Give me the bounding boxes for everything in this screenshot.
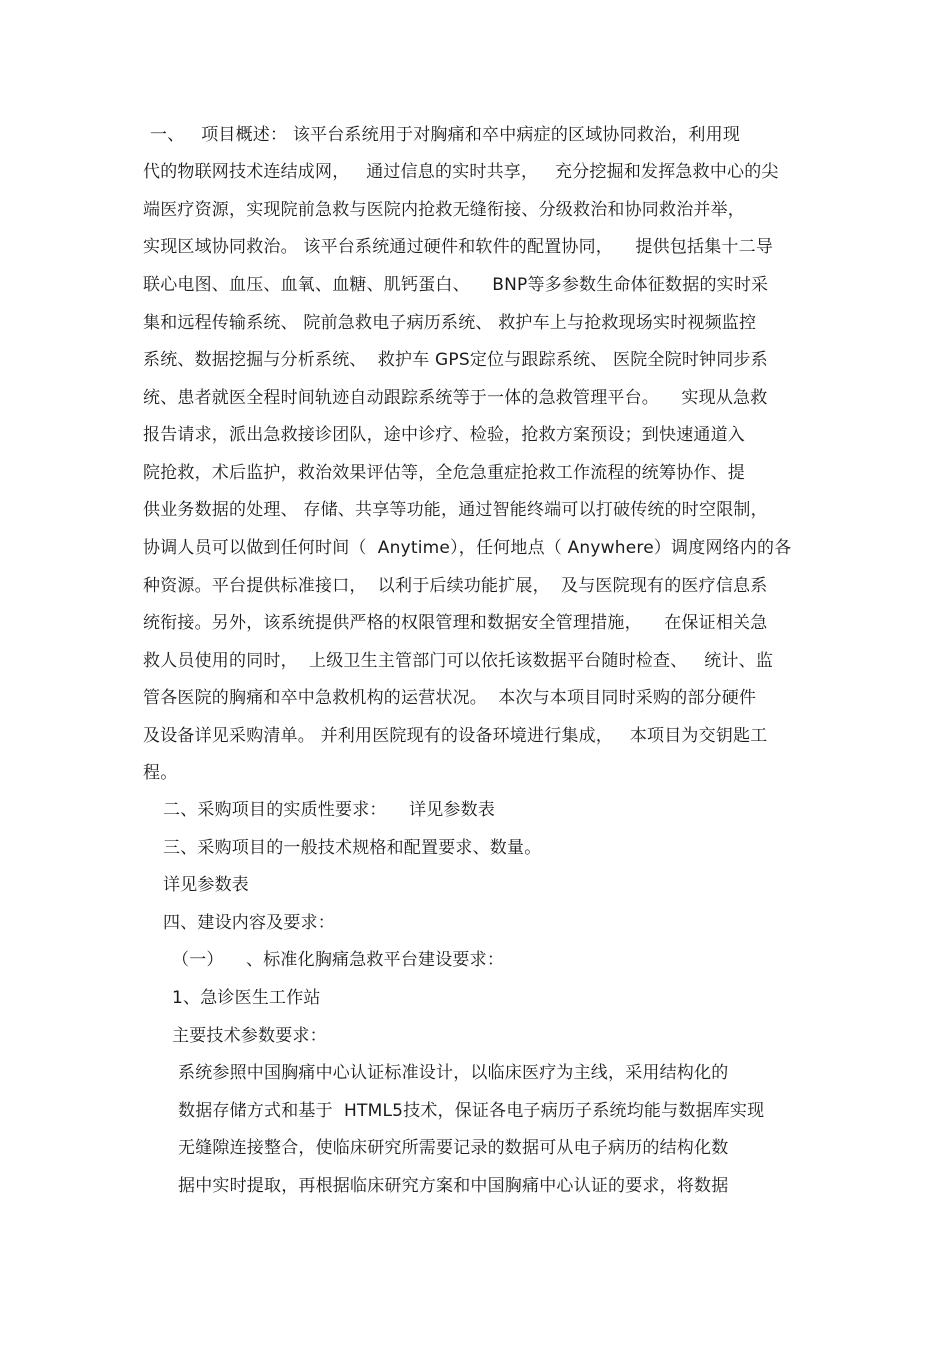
paragraph-line: 程。 xyxy=(143,763,178,783)
paragraph-line: 一、 项目概述： 该平台系统用于对胸痛和卒中病症的区域协同救治，利用现 xyxy=(150,125,741,145)
paragraph-line: 统衔接。另外，该系统提供严格的权限管理和数据安全管理措施， 在保证相关急 xyxy=(143,613,768,633)
paragraph-line: 无缝隙连接整合，使临床研究所需要记录的数据可从电子病历的结构化数 xyxy=(178,1138,729,1158)
paragraph-line: 详见参数表 xyxy=(163,875,249,895)
paragraph-line: 种资源。平台提供标准接口， 以利于后续功能扩展， 及与医院现有的医疗信息系 xyxy=(143,576,768,596)
paragraph-line: 实现区域协同救治。 该平台系统通过硬件和软件的配置协同， 提供包括集十二导 xyxy=(143,237,774,257)
item-subheading: 主要技术参数要求： xyxy=(172,1026,327,1046)
paragraph-line: 及设备详见采购清单。 并利用医院现有的设备环境进行集成， 本项目为交钥匙工 xyxy=(143,726,768,746)
paragraph-line: 系统、数据挖掘与分析系统、 救护车 GPS定位与跟踪系统、 医院全院时钟同步系 xyxy=(143,350,768,370)
paragraph-line: 集和远程传输系统、 院前急救电子病历系统、 救护车上与抢救现场实时视频监控 xyxy=(143,313,757,333)
paragraph-line: 系统参照中国胸痛中心认证标准设计，以临床医疗为主线，采用结构化的 xyxy=(178,1063,729,1083)
paragraph-line: 院抢救，术后监护，救治效果评估等，全危急重症抢救工作流程的统筹协作、提 xyxy=(143,463,745,483)
paragraph-line: 报告请求，派出急救接诊团队，途中诊疗、检验，抢救方案预设；到快速通道入 xyxy=(143,425,745,445)
paragraph-line: 管各医院的胸痛和卒中急救机构的运营状况。 本次与本项目同时采购的部分硬件 xyxy=(143,688,757,708)
section-heading: 二、采购项目的实质性要求： 详见参数表 xyxy=(163,800,496,820)
paragraph-line: 协调人员可以做到任何时间（ Anytime），任何地点（ Anywhere）调度网络内的各 xyxy=(143,538,792,558)
item-heading: 1、急诊医生工作站 xyxy=(172,988,321,1008)
paragraph-line: 据中实时提取，再根据临床研究方案和中国胸痛中心认证的要求，将数据 xyxy=(178,1176,729,1196)
paragraph-line: 联心电图、血压、血氧、血糖、肌钙蛋白、 BNP等多参数生命体征数据的实时采 xyxy=(143,275,769,295)
section-heading: 三、采购项目的一般技术规格和配置要求、数量。 xyxy=(163,838,542,858)
paragraph-line: 数据存储方式和基于 HTML5技术，保证各电子病历子系统均能与数据库实现 xyxy=(178,1101,765,1121)
subsection-heading: （一） 、标准化胸痛急救平台建设要求： xyxy=(172,950,505,970)
paragraph-line: 救人员使用的同时， 上级卫生主管部门可以依托该数据平台随时检查、 统计、监 xyxy=(143,651,774,671)
paragraph-line: 端医疗资源，实现院前急救与医院内抢救无缝衔接、分级救治和协同救治并举， xyxy=(143,200,745,220)
paragraph-line: 供业务数据的处理、 存储、共享等功能，通过智能终端可以打破传统的时空限制， xyxy=(143,500,768,520)
paragraph-line: 代的物联网技术连结成网， 通过信息的实时共享， 充分挖掘和发挥急救中心的尖 xyxy=(143,162,779,182)
paragraph-line: 统、患者就医全程时间轨迹自动跟踪系统等于一体的急救管理平台。 实现从急救 xyxy=(143,388,768,408)
section-heading: 四、建设内容及要求： xyxy=(163,913,335,933)
